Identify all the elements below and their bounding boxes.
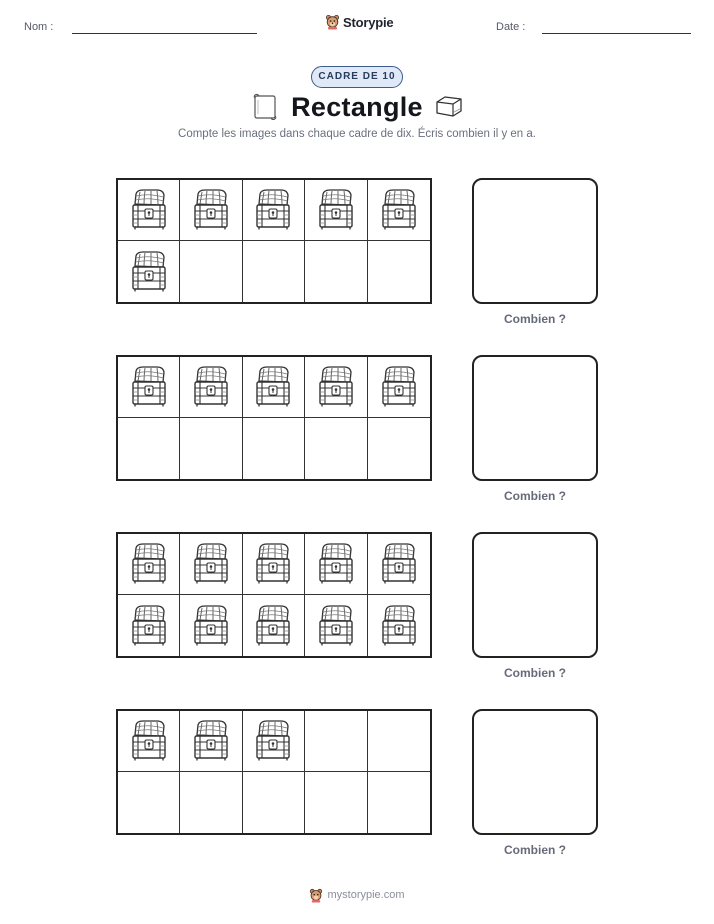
frame-cell-filled [180,534,242,595]
treasure-chest-icon [316,604,356,648]
instructions: Compte les images dans chaque cadre de dix. Écris combien il y en a. [178,128,536,140]
frame-cell-filled [305,180,367,241]
answer-label-3: Combien ? [504,666,566,680]
frame-cell-filled [118,180,180,241]
frame-cell-filled [243,595,305,656]
frame-cell-filled [180,180,242,241]
frame-cell-empty [180,241,242,302]
treasure-chest-icon [253,542,293,586]
frame-cell-empty [243,241,305,302]
ten-frame-3 [116,532,432,658]
frame-cell-filled [368,180,430,241]
category-badge: CADRE DE 10 [311,66,403,88]
frame-cell-filled [243,357,305,418]
frame-cell-empty [305,418,367,479]
treasure-chest-icon [129,365,169,409]
name-label: Nom : [24,21,54,33]
name-line[interactable] [72,33,257,34]
footer-url: mystorypie.com [327,889,405,901]
frame-cell-empty [118,772,180,833]
treasure-chest-icon [316,188,356,232]
frame-cell-empty [243,772,305,833]
treasure-chest-icon [191,188,231,232]
answer-label-4: Combien ? [504,843,566,857]
cuboid-icon [434,94,464,118]
worksheet-header [0,14,714,44]
answer-box-1[interactable] [472,178,598,304]
treasure-chest-icon [129,188,169,232]
date-label: Date : [496,21,526,33]
frame-cell-filled [305,357,367,418]
answer-box-4[interactable] [472,709,598,835]
treasure-chest-icon [191,542,231,586]
answer-box-2[interactable] [472,355,598,481]
frame-cell-filled [180,595,242,656]
frame-cell-empty [305,711,367,772]
treasure-chest-icon [253,365,293,409]
treasure-chest-icon [379,188,419,232]
treasure-chest-icon [379,604,419,648]
treasure-chest-icon [316,365,356,409]
frame-cell-empty [368,241,430,302]
frame-cell-filled [368,534,430,595]
frame-cell-empty [118,418,180,479]
bear-mascot-icon [309,888,323,903]
frame-cell-filled [305,534,367,595]
treasure-chest-icon [129,604,169,648]
treasure-chest-icon [379,365,419,409]
frame-cell-filled [243,534,305,595]
frame-cell-empty [368,711,430,772]
frame-cell-empty [243,418,305,479]
frame-cell-filled [243,180,305,241]
brand-logo [325,14,393,30]
treasure-chest-icon [191,604,231,648]
treasure-chest-icon [191,365,231,409]
treasure-chest-icon [253,719,293,763]
ten-frame-2 [116,355,432,481]
frame-cell-empty [180,418,242,479]
treasure-chest-icon [253,188,293,232]
ten-frame-4 [116,709,432,835]
frame-cell-empty [305,772,367,833]
frame-cell-filled [118,534,180,595]
frame-cell-filled [118,711,180,772]
brand-name: Storypie [343,14,394,30]
treasure-chest-icon [129,542,169,586]
frame-cell-filled [118,357,180,418]
frame-cell-filled [118,595,180,656]
frame-cell-empty [368,772,430,833]
treasure-chest-icon [129,250,169,294]
frame-cell-filled [180,711,242,772]
bear-mascot-icon [325,14,340,30]
frame-cell-filled [180,357,242,418]
treasure-chest-icon [316,542,356,586]
frame-cell-empty [180,772,242,833]
date-line[interactable] [542,33,691,34]
answer-label-2: Combien ? [504,489,566,503]
frame-cell-filled [305,595,367,656]
treasure-chest-icon [191,719,231,763]
ten-frame-1 [116,178,432,304]
answer-box-3[interactable] [472,532,598,658]
footer [0,884,714,906]
title-row [0,90,714,128]
worksheet-title: Rectangle [291,92,423,122]
frame-cell-filled [243,711,305,772]
frame-cell-filled [368,357,430,418]
frame-cell-empty [368,418,430,479]
treasure-chest-icon [129,719,169,763]
frame-cell-empty [305,241,367,302]
frame-cell-filled [368,595,430,656]
treasure-chest-icon [253,604,293,648]
answer-label-1: Combien ? [504,312,566,326]
treasure-chest-icon [379,542,419,586]
frame-cell-filled [118,241,180,302]
